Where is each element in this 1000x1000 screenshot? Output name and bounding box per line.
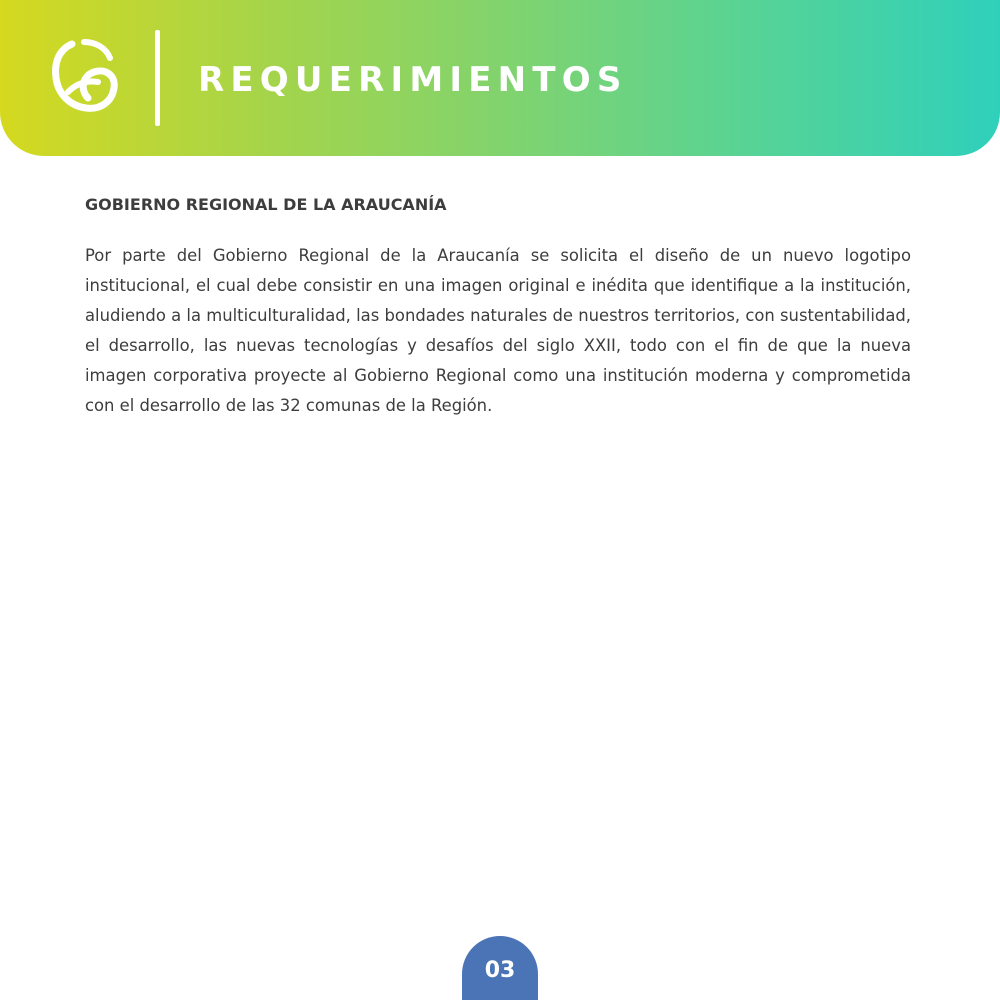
section-heading: GOBIERNO REGIONAL DE LA ARAUCANÍA [85,195,447,214]
page-number-badge: 03 [462,936,538,1000]
header-divider [155,30,160,126]
body-paragraph: Por parte del Gobierno Regional de la Araucanía se solicita el diseño de un nuevo logotipo institucional, el cual debe consistir en una imagen original e inédita que identifique a la institución, aludiendo a la multiculturalidad, las bondades naturales de nuestros territorios, con sustentabilidad, el desarrollo, las nuevas tecnologías y desafíos del siglo XXII, todo con el fin de que la nueva imagen corporativa proyecte al Gobierno Regional como una institución moderna y comprometida con el desarrollo de las 32 comunas de la Región. [85,246,911,415]
page-title: REQUERIMIENTOS [198,60,628,100]
gore-swirl-logo-icon [50,38,120,116]
header-banner [0,0,1000,156]
